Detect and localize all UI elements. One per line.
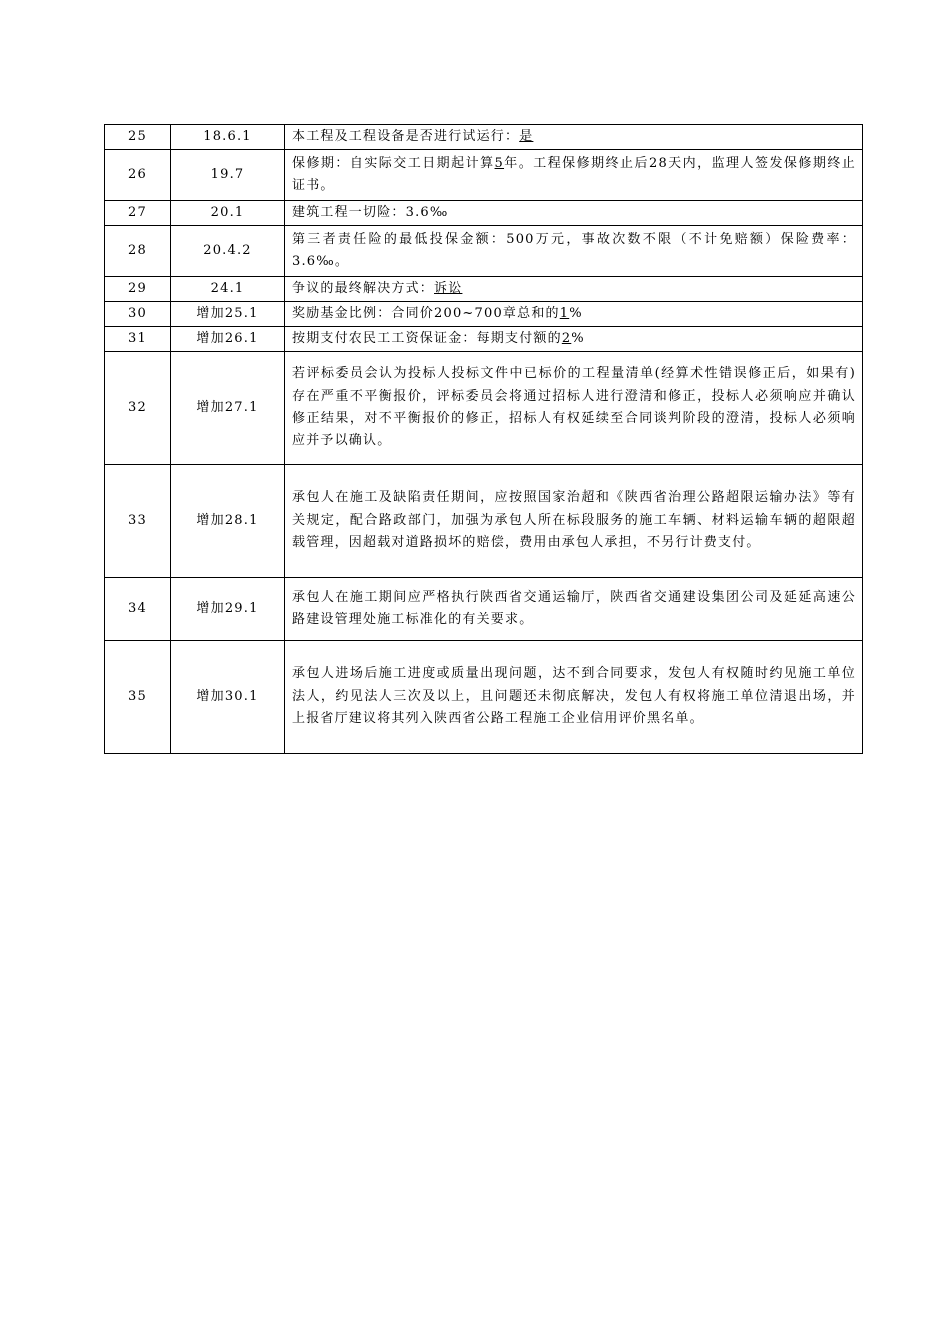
clause-reference: 增加29.1 <box>171 578 285 641</box>
clause-description: 承包人在施工期间应严格执行陕西省交通运输厅，陕西省交通建设集团公司及延延高速公路建设管理处施工标准化的有关要求。 <box>285 578 863 641</box>
clause-reference: 19.7 <box>171 150 285 201</box>
row-number: 34 <box>105 578 171 641</box>
row-number: 26 <box>105 150 171 201</box>
clause-description: 奖励基金比例：合同价200~700章总和的1% <box>285 302 863 327</box>
table-row <box>105 150 863 201</box>
row-number: 27 <box>105 201 171 226</box>
row-number: 30 <box>105 302 171 327</box>
row-number: 25 <box>105 125 171 150</box>
clause-reference: 增加26.1 <box>171 327 285 352</box>
underlined-value: 1 <box>559 305 570 321</box>
clause-reference: 20.4.2 <box>171 226 285 277</box>
row-number: 31 <box>105 327 171 352</box>
clause-description: 本工程及工程设备是否进行试运行：是 <box>285 125 863 150</box>
row-number: 33 <box>105 465 171 578</box>
table-row <box>105 327 863 352</box>
clause-reference: 增加25.1 <box>171 302 285 327</box>
clause-reference: 增加30.1 <box>171 641 285 754</box>
clause-reference: 20.1 <box>171 201 285 226</box>
table-row <box>105 277 863 302</box>
clause-description: 保修期：自实际交工日期起计算5年。工程保修期终止后28天内，监理人签发保修期终止证书。 <box>285 150 863 201</box>
table-row <box>105 302 863 327</box>
clause-description: 第三者责任险的最低投保金额：500万元，事故次数不限（不计免赔额）保险费率：3.6‰。 <box>285 226 863 277</box>
table-row <box>105 578 863 641</box>
clause-reference: 增加28.1 <box>171 465 285 578</box>
clause-description: 若评标委员会认为投标人投标文件中已标价的工程量清单(经算术性错误修正后，如果有)存在严重不平衡报价，评标委员会将通过招标人进行澄清和修正，投标人必须响应并确认修正结果，对不平衡报价的修正，招标人有权延续至合同谈判阶段的澄清，投标人必须响应并予以确认。 <box>285 352 863 465</box>
clause-description: 承包人进场后施工进度或质量出现问题，达不到合同要求，发包人有权随时约见施工单位法人，约见法人三次及以上，且问题还未彻底解决，发包人有权将施工单位清退出场，并上报省厅建议将其列入陕西省公路工程施工企业信用评价黑名单。 <box>285 641 863 754</box>
clause-description: 建筑工程一切险：3.6‰ <box>285 201 863 226</box>
clause-description: 承包人在施工及缺陷责任期间，应按照国家治超和《陕西省治理公路超限运输办法》等有关规定，配合路政部门，加强为承包人所在标段服务的施工车辆、材料运输车辆的超限超载管理，因超载对道路损坏的赔偿，费用由承包人承担，不另行计费支付。 <box>285 465 863 578</box>
table-row <box>105 226 863 277</box>
underlined-value: 2 <box>561 330 572 346</box>
table-row <box>105 125 863 150</box>
row-number: 29 <box>105 277 171 302</box>
underlined-value: 诉讼 <box>434 280 463 296</box>
underlined-value: 是 <box>519 128 534 144</box>
clause-description: 争议的最终解决方式：诉讼 <box>285 277 863 302</box>
clause-reference: 18.6.1 <box>171 125 285 150</box>
clause-reference: 24.1 <box>171 277 285 302</box>
table-row <box>105 641 863 754</box>
table-row <box>105 465 863 578</box>
row-number: 35 <box>105 641 171 754</box>
row-number: 28 <box>105 226 171 277</box>
row-number: 32 <box>105 352 171 465</box>
underlined-value: 5 <box>494 155 505 171</box>
contract-clauses-table <box>104 124 863 754</box>
clause-reference: 增加27.1 <box>171 352 285 465</box>
clause-description: 按期支付农民工工资保证金：每期支付额的2% <box>285 327 863 352</box>
table-row <box>105 352 863 465</box>
table-row <box>105 201 863 226</box>
